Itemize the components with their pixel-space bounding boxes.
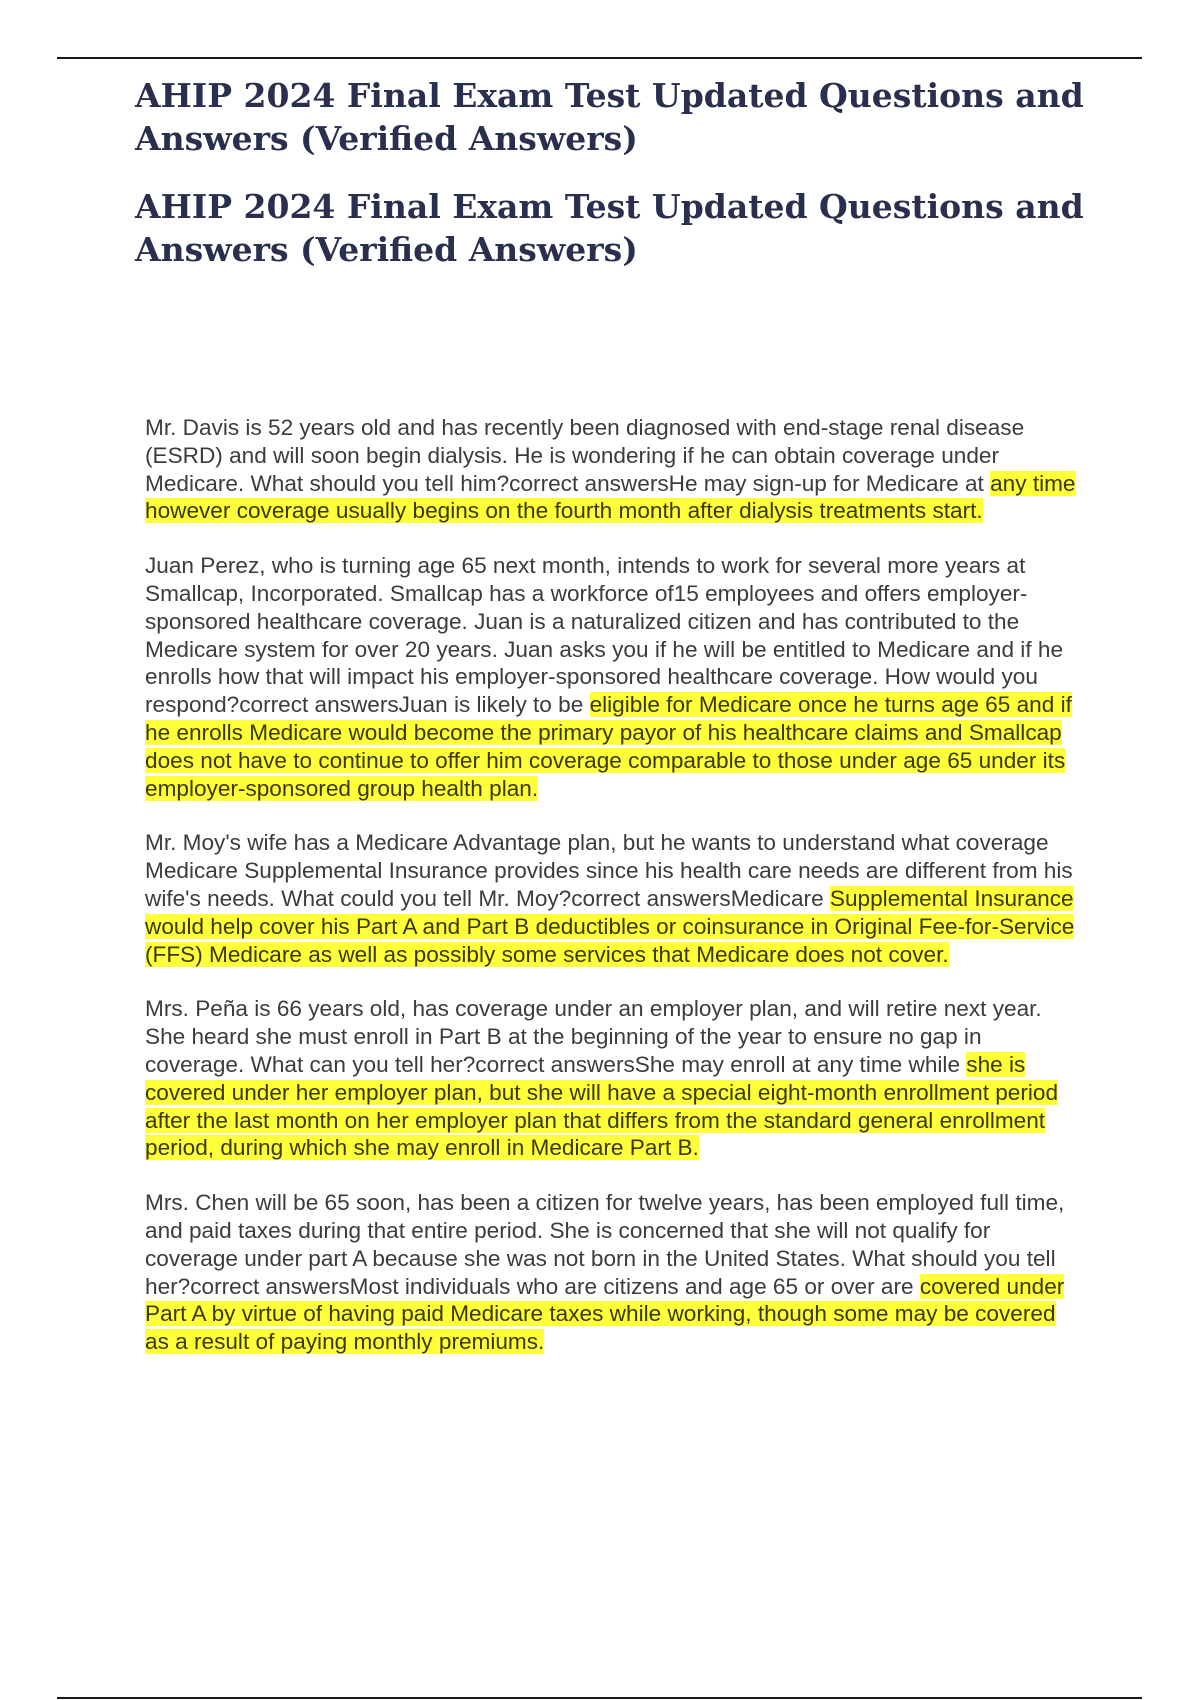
highlighted-answer: covered under Part A by virtue of having paid Medicare taxes while working, though some may be covered as a result of paying monthly premiums.	[145, 1273, 1065, 1355]
qa-list	[145, 414, 1085, 1383]
question-text: Juan Perez, who is turning age 65 next month, intends to work for several more years at Smallcap, Incorporated. Smallcap has a workforce of15 employees and offers employer-sponsored healthcare coverage. Juan is a naturalized citizen and has contributed to the Medicare system for over 20 years. Juan asks you if he will be entitled to Medicare and if he enrolls how that will impact his employer-sponsored healthcare coverage. How would you respond?correct answersJuan is likely to be	[145, 553, 1064, 718]
qa-item-chen	[145, 1189, 1085, 1356]
top-divider	[57, 57, 1142, 59]
qa-item-moy	[145, 829, 1085, 968]
highlighted-answer: she is covered under her employer plan, but she will have a special eight-month enrollment period after the last month on her employer plan that differs from the standard general enrollment period, during which she may enroll in Medicare Part B.	[145, 1051, 1059, 1161]
qa-item-pena	[145, 995, 1085, 1162]
bottom-divider	[57, 1697, 1142, 1699]
document-subtitle: AHIP 2024 Final Exam Test Updated Questions and Answers (Verified Answers)	[135, 187, 1084, 269]
highlighted-answer: any time however coverage usually begins on the fourth month after dialysis treatments start.	[145, 470, 1076, 524]
question-text: Mr. Davis is 52 years old and has recently been diagnosed with end-stage renal disease (ESRD) and will soon begin dialysis. He is wondering if he can obtain coverage under Medicare. What should you tell him?correct answersHe may sign-up for Medicare at	[145, 415, 1025, 496]
document-title: AHIP 2024 Final Exam Test Updated Questions and Answers (Verified Answers)	[135, 76, 1084, 158]
highlighted-answer: eligible for Medicare once he turns age 65 and if he enrolls Medicare would become the primary payor of his healthcare claims and Smallcap does not have to continue to offer him coverage comparable to those under age 65 under its employer-sponsored group health plan.	[145, 692, 1072, 801]
question-text: Mrs. Chen will be 65 soon, has been a citizen for twelve years, has been employed full time, and paid taxes during that entire period. She is concerned that she will not qualify for coverage under part A because she was not born in the United States. What should you tell her?correct answersMost individuals who are citizens and age 65 or over are	[145, 1190, 1065, 1299]
qa-item-perez	[145, 552, 1085, 802]
question-text: Mr. Moy's wife has a Medicare Advantage plan, but he wants to understand what coverage Medicare Supplemental Insurance provides since his health care needs are different from his wife's needs. What could you tell Mr. Moy?correct answersMedicare	[145, 830, 1073, 911]
question-text: Mrs. Peña is 66 years old, has coverage under an employer plan, and will retire next year. She heard she must enroll in Part B at the beginning of the year to ensure no gap in coverage. What can you tell her?correct answersShe may enroll at any time while	[145, 996, 1042, 1077]
highlighted-answer: Supplemental Insurance would help cover his Part A and Part B deductibles or coinsurance in Original Fee-for-Service (FFS) Medicare as well as possibly some services that Medicare does not cover.	[145, 885, 1075, 967]
qa-item-davis	[145, 414, 1085, 525]
